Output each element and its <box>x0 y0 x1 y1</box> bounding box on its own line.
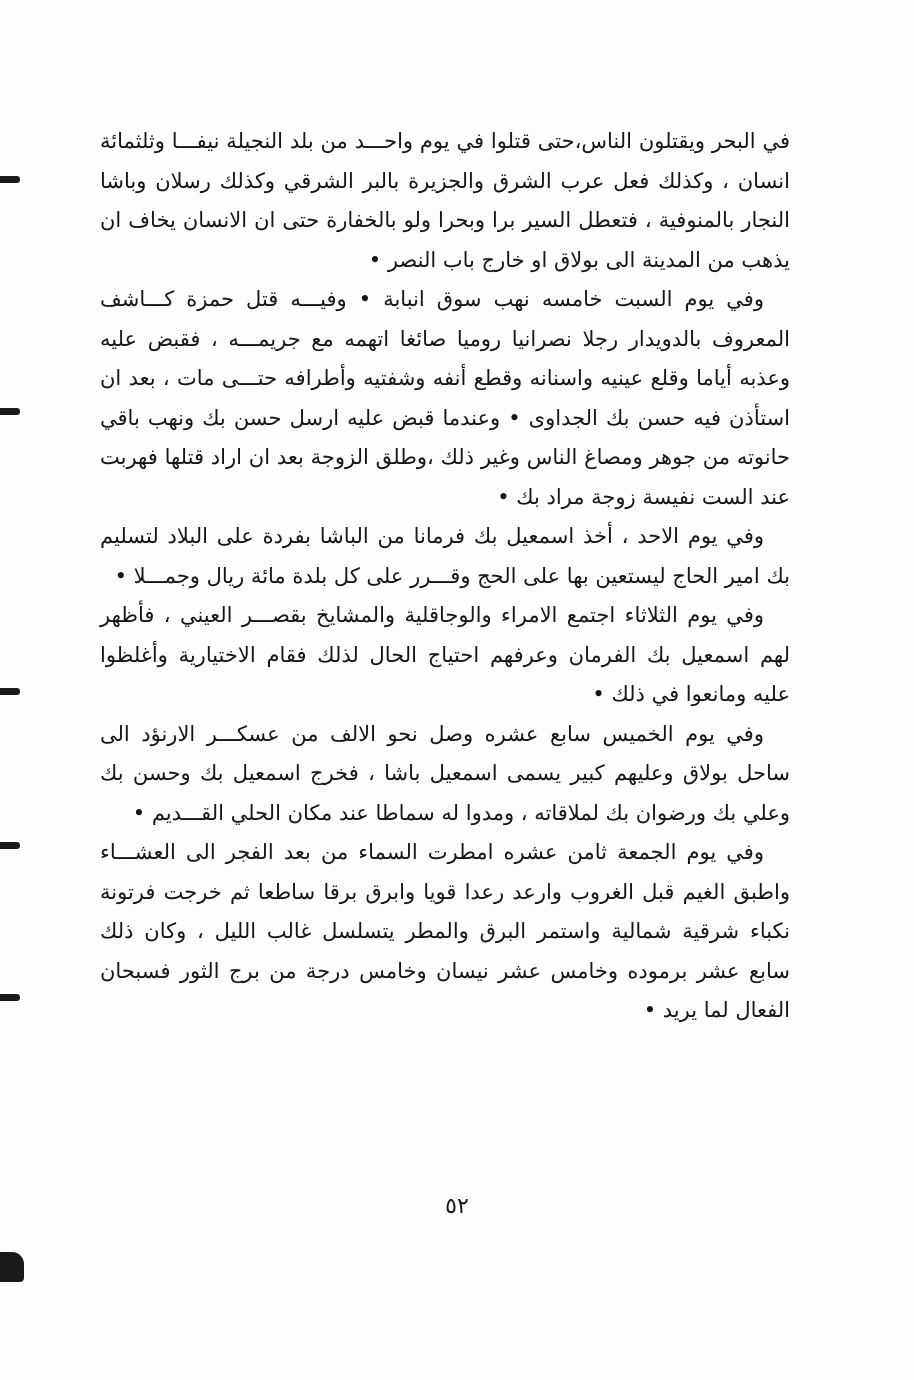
margin-mark <box>0 688 20 695</box>
margin-mark <box>0 842 20 849</box>
paragraph: وفي يوم الاحد ، أخذ اسمعيل بك فرمانا من الباشا بفردة على البلاد لتسليم بك امير الحاج ليستعين بها على الحج وقـــرر على كل بلدة مائة ريال وجمـــلا • <box>100 524 790 588</box>
paragraph: وفي يوم الخميس سابع عشره وصل نحو الالف من عسكـــر الارنؤد الى ساحل بولاق وعليهم كبير يسمى اسمعيل باشا ، فخرج اسمعيل بك وحسن بك وعلي بك ورضوان بك لملاقاته ، ومدوا له سماطا عند مكان الحلي القـــديم • <box>100 721 790 825</box>
margin-mark <box>0 176 20 183</box>
margin-mark <box>0 1252 24 1282</box>
paragraph: في البحر ويقتلون الناس،حتى قتلوا في يوم واحـــد من بلد النجيلة نيفـــا وثلثمائة انسان ، وكذلك فعل عرب الشرق والجزيرة بالبر الشرقي وكذلك رسلان وباشا النجار بالمنوفية ، فتعطل السير برا وبحرا ولو بالخفارة حتى ان الانسان يخاف ان يذهب من المدينة الى بولاق او خارج باب النصر • <box>100 129 790 272</box>
paragraph: وفي يوم الجمعة ثامن عشره امطرت السماء من بعد الفجر الى العشـــاء واطبق الغيم قبل الغروب وارعد رعدا قويا وابرق برقا ساطعا ثم خرجت فرتونة نكباء شرقية شمالية واستمر البرق والمطر يتسلسل غالب الليل ، وكان ذلك سابع عشر برموده وخامس عشر نيسان وخامس درجة من برج الثور فسبحان الفعال لما يريد • <box>100 840 790 1022</box>
paragraph: وفي يوم الثلاثاء اجتمع الامراء والوجاقلية والمشايخ بقصـــر العيني ، فأظهر لهم اسمعيل بك الفرمان وعرفهم احتياج الحال لذلك فقام الاختيارية وأغلظوا عليه ومانعوا في ذلك • <box>100 603 790 706</box>
margin-mark <box>0 994 20 1001</box>
margin-mark <box>0 408 20 415</box>
paragraph: وفي يوم السبت خامسه نهب سوق انبابة • وفيـــه قتل حمزة كـــاشف المعروف بالدويدار رجلا نصرانيا روميا صائغا اتهمه مع جريمـــه ، فقبض عليه وعذبه أياما وقلع عينيه واسنانه وقطع أنفه وشفتيه وأطرافه حتـــى مات ، بعد ان استأذن فيه حسن بك الجداوى • وعندما قبض عليه ارسل حسن بك ونهب باقي حانوته من جوهر ومصاغ الناس وغير ذلك ،وطلق الزوجة بعد ان اراد قتلها فهربت عند الست نفيسة زوجة مراد بك • <box>100 287 790 509</box>
page-number: ٥٢ <box>445 1194 469 1219</box>
body-text <box>100 122 790 1031</box>
